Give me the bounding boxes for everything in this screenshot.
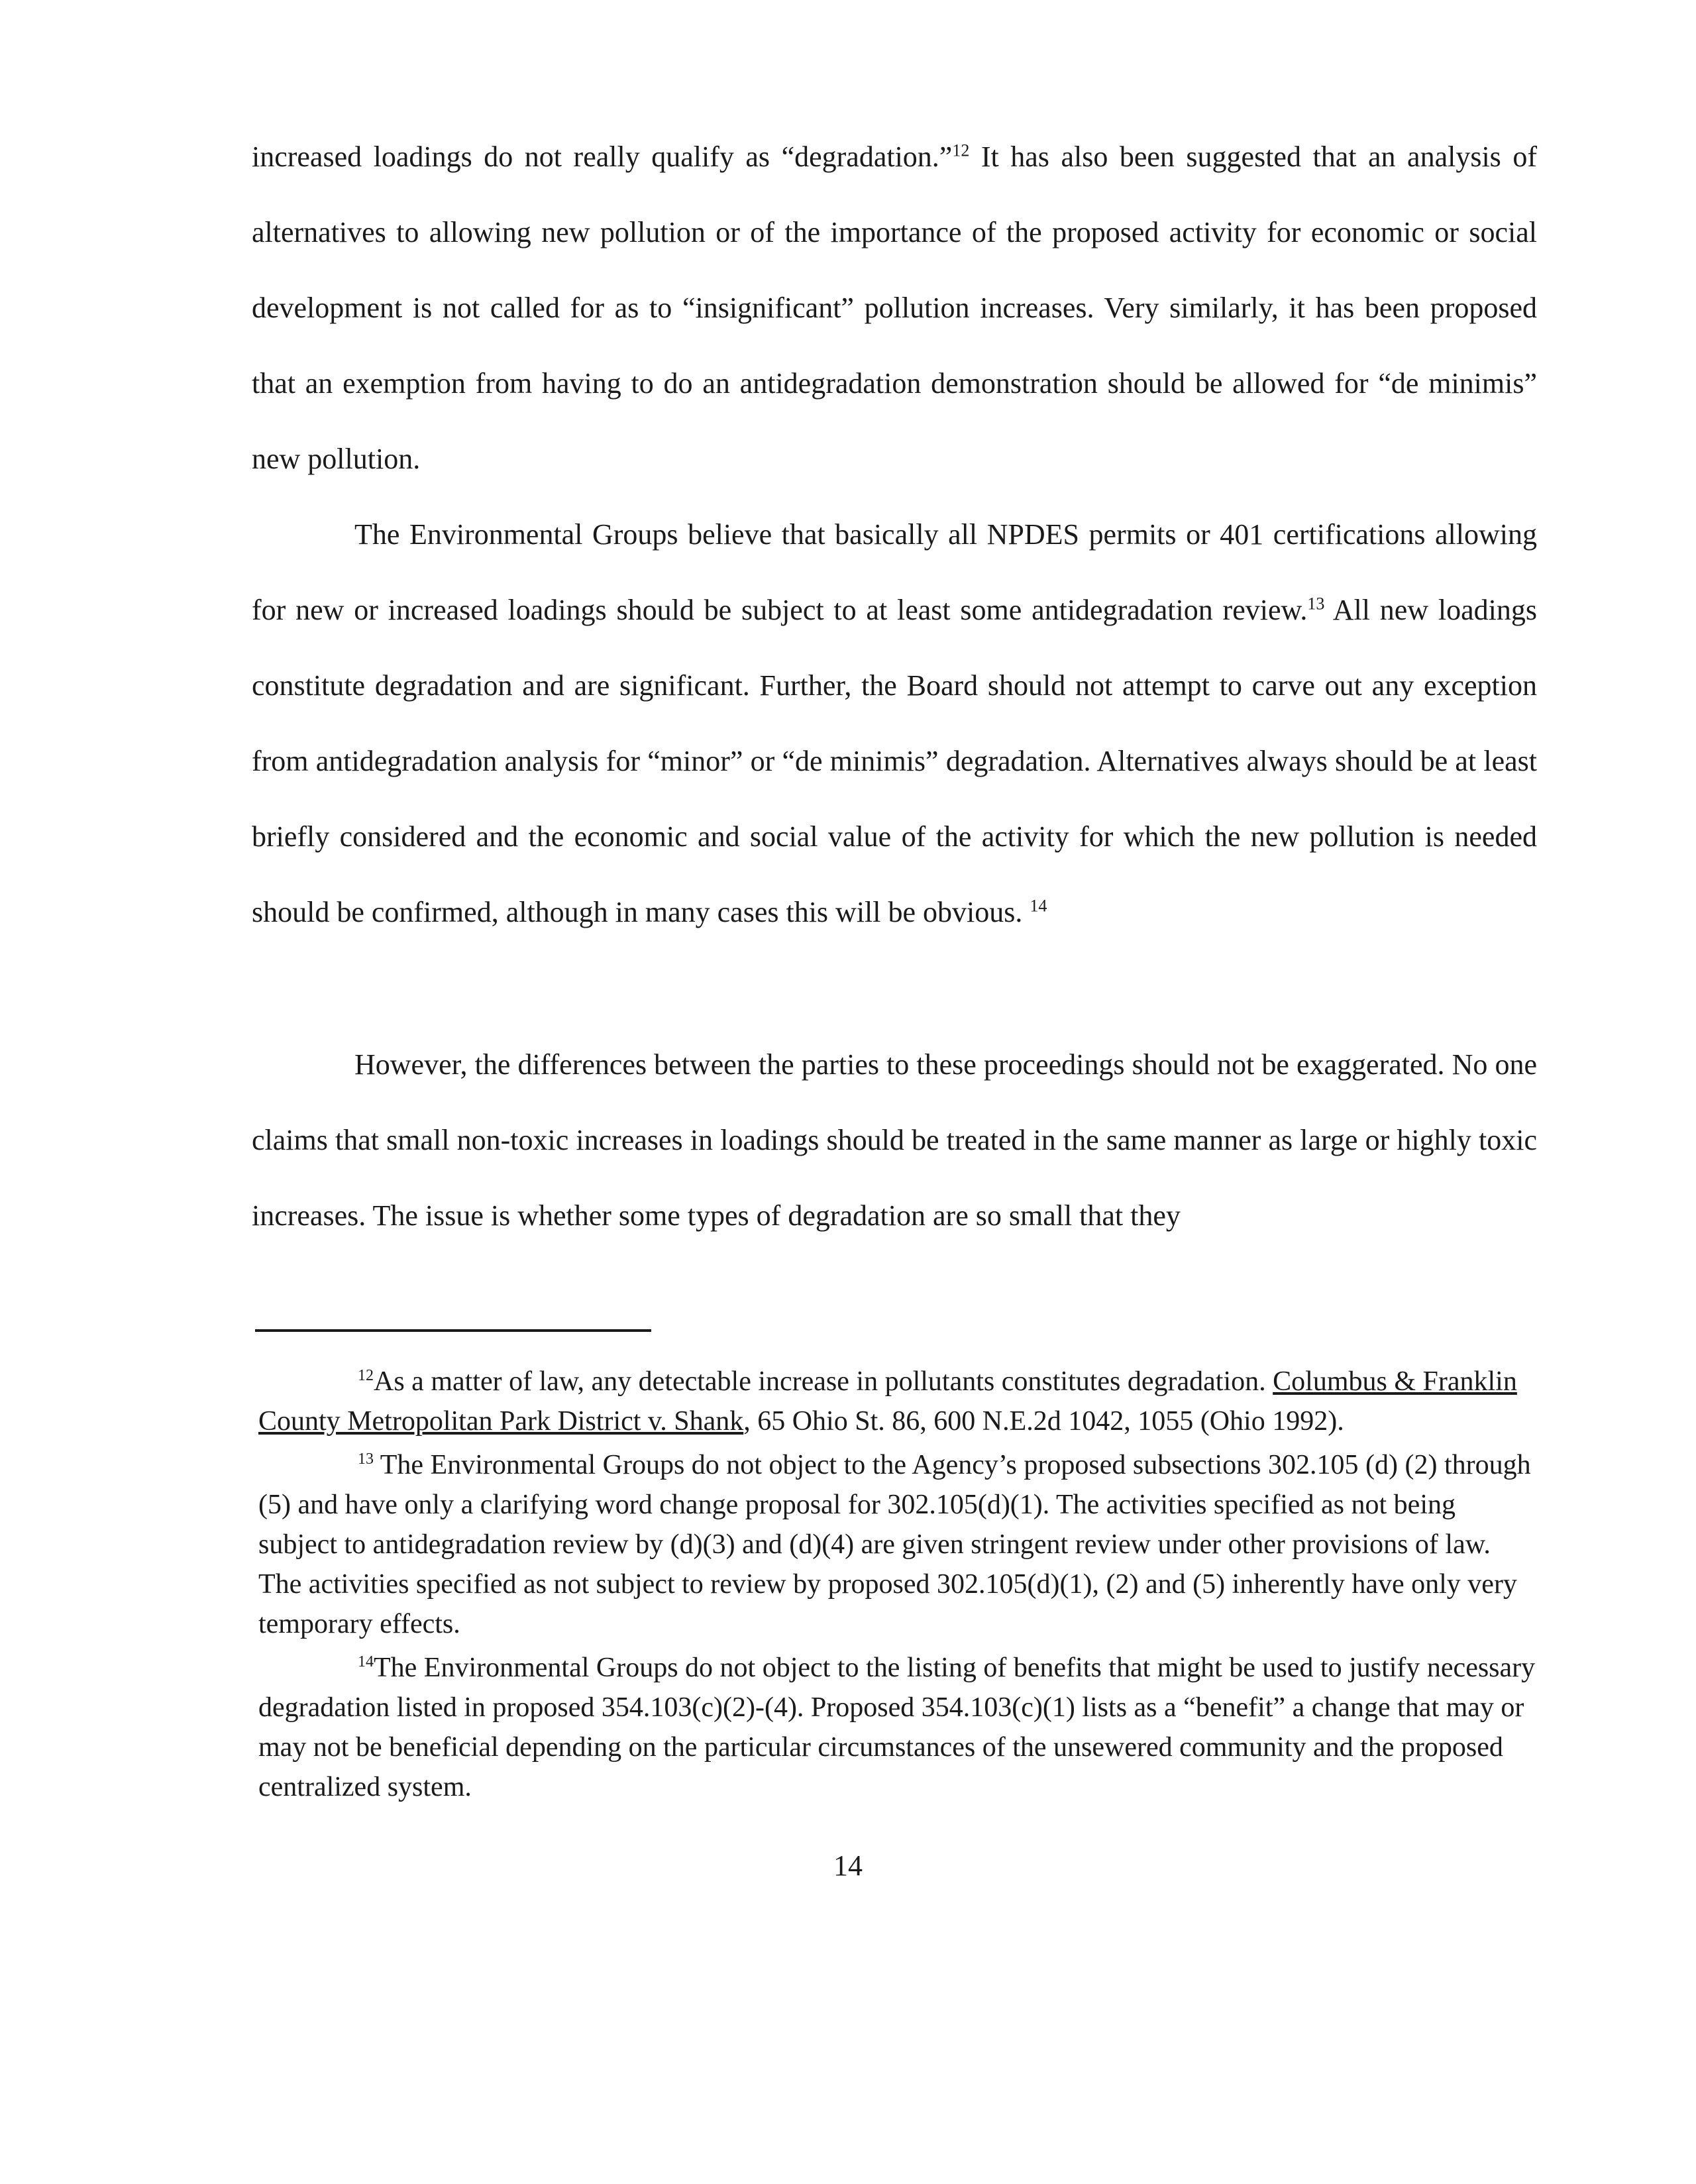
paragraph-1-text-a: increased loadings do not really qualify as “degradation.” — [252, 140, 953, 173]
footnote-14-text: The Environmental Groups do not object to the listing of benefits that might be used to justify necessary degradation listed in proposed 354.103(c)(2)-(4). Proposed 354.103(c)(1) lists as a “benefit” a change that may or may not be beneficial depending on the particular circumstances of the unsewered community and the proposed centralized system. — [258, 1653, 1536, 1802]
footnote-ref-12: 12 — [952, 140, 970, 160]
paragraph-3-text: However, the differences between the parties to these proceedings should not be exaggerated. No one claims that small non-toxic increases in loadings should be treated in the same manner as large or highly toxic increases. The issue is whether some types of degradation are so small that they — [252, 1048, 1537, 1232]
footnotes — [258, 1362, 1537, 1811]
paragraph-1 — [252, 119, 1537, 497]
footnote-12 — [258, 1362, 1537, 1441]
footnote-12-case-citation: Columbus & Franklin County Metropolitan Park District v. Shank — [258, 1366, 1517, 1437]
footnote-12-number: 12 — [358, 1367, 374, 1384]
footnote-13-text: The Environmental Groups do not object to the Agency’s proposed subsections 302.105 (d) (2) through (5) and have only a clarifying word change proposal for 302.105(d)(1). The activities specified as not being subject to antidegradation review by (d)(3) and (d)(4) are given stringent review under other provisions of law. The activities specified as not subject to review by proposed 302.105(d)(1), (2) and (5) inherently have only very temporary effects. — [258, 1450, 1531, 1639]
footnote-13-number: 13 — [358, 1450, 374, 1468]
footnote-14-number: 14 — [358, 1653, 374, 1670]
footnote-separator — [255, 1329, 651, 1332]
footnote-13 — [258, 1445, 1537, 1644]
page-number: 14 — [833, 1849, 863, 1882]
paragraph-2-text-b: All new loadings constitute degradation and are significant. Further, the Board should not attempt to carve out any exception from antidegradation analysis for “minor” or “de minimis” degradation. Alternatives always should be at least briefly considered and the economic and social value of the activity for which the new pollution is needed should be confirmed, although in many cases this will be obvious. — [252, 594, 1538, 928]
footnote-14 — [258, 1648, 1537, 1807]
footnote-ref-13: 13 — [1307, 594, 1325, 614]
footnote-ref-14: 14 — [1030, 896, 1047, 916]
footnote-12-text-b: , 65 Ohio St. 86, 600 N.E.2d 1042, 1055 (Ohio 1992). — [743, 1406, 1344, 1437]
paragraph-3 — [252, 1027, 1537, 1254]
paragraph-2 — [252, 497, 1537, 950]
paragraph-2-text-a: The Environmental Groups believe that basically all NPDES permits or 401 certifications allowing for new or increased loadings should be subject to at least some antidegradation review. — [252, 518, 1537, 626]
footnote-12-text-a: As a matter of law, any detectable increase in pollutants constitutes degradation. — [374, 1366, 1273, 1397]
paragraph-1-text-b: It has also been suggested that an analysis of alternatives to allowing new pollution or of the importance of the proposed activity for economic or social development is not called for as to “insignificant” pollution increases. Very similarly, it has been proposed that an exemption from having to do an antidegradation demonstration should be allowed for “de minimis” new pollution. — [252, 140, 1537, 475]
